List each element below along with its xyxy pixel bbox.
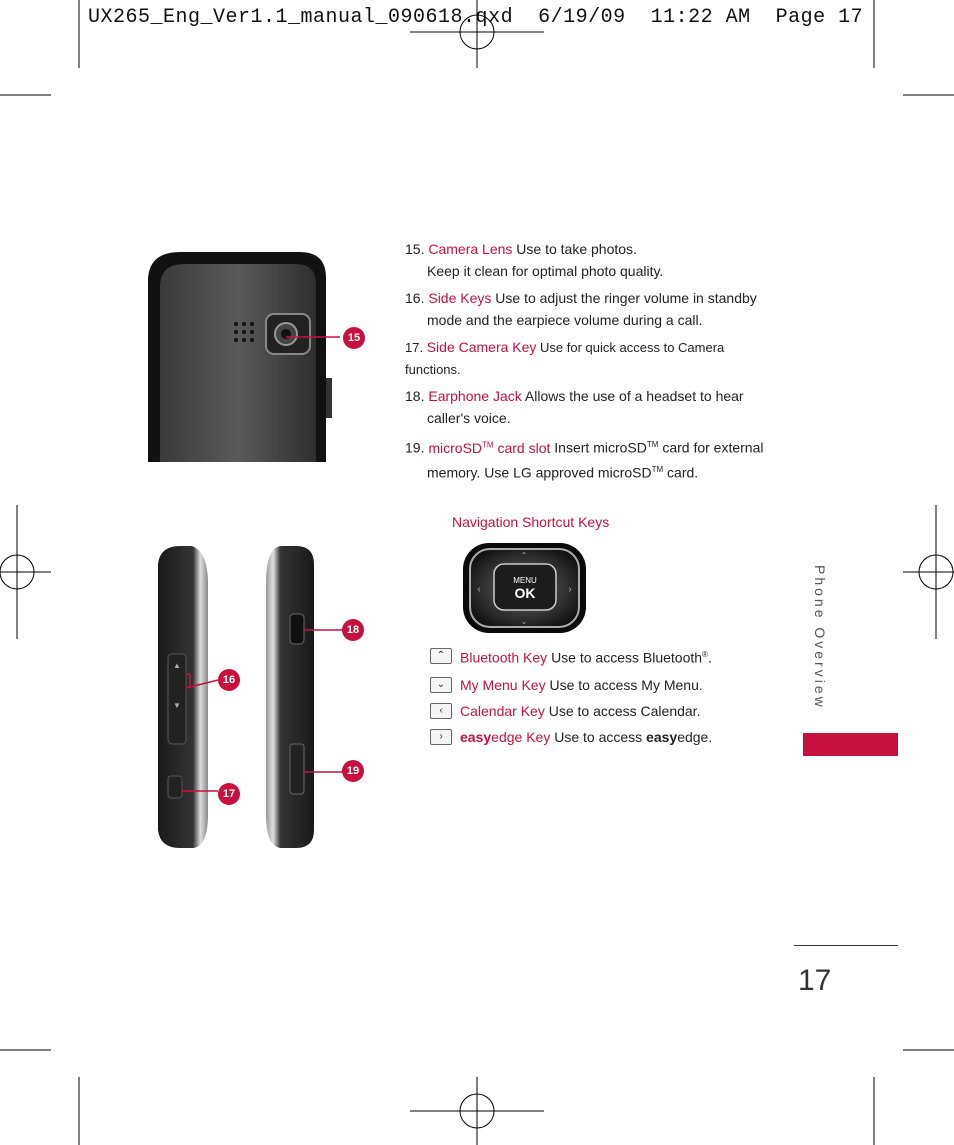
callout-18: 18 <box>342 619 364 641</box>
callout-19: 19 <box>342 760 364 782</box>
page-number-rule <box>794 945 898 946</box>
feature-list <box>405 238 765 483</box>
down-key-icon: ⌄ <box>430 677 452 693</box>
callout-15: 15 <box>343 327 365 349</box>
right-key-icon: › <box>430 729 452 745</box>
print-slug: UX265_Eng_Ver1.1_manual_090618.qxd 6/19/09 11:22 AM Page 17 <box>88 6 864 29</box>
feature-19: 19. microSD™ card slot Insert microSD™ card for external memory. Use LG approved microSD™ card. <box>405 439 764 481</box>
nav-key-easyedge: › easyedge Key Use to access easyedge. <box>430 727 760 747</box>
feature-name: Side Camera Key <box>426 339 537 355</box>
feature-18: 18. Earphone Jack Allows the use of a headset to hear caller's voice. <box>405 388 744 426</box>
svg-text:▲: ▲ <box>173 661 181 670</box>
feature-name: Earphone Jack <box>428 388 522 404</box>
svg-text:⌃: ⌃ <box>520 551 528 560</box>
feature-name: microSD™ card slot <box>428 439 551 456</box>
feature-17: 17. Side Camera Key Use for quick access to Camera functions. <box>405 339 725 377</box>
up-key-icon: ⌃ <box>430 648 452 664</box>
phone-back-image <box>140 248 340 462</box>
feature-name: Side Keys <box>428 290 492 306</box>
ok-label: OK <box>514 585 536 601</box>
svg-text:⌄: ⌄ <box>520 617 528 626</box>
svg-text:‹: ‹ <box>477 584 481 595</box>
nav-key-image <box>462 542 587 634</box>
feature-15: 15. Camera Lens Use to take photos. Keep it clean for optimal photo quality. <box>405 241 664 279</box>
phone-side-right-image <box>262 544 372 850</box>
svg-text:›: › <box>568 584 572 595</box>
section-tab-label: Phone Overview <box>812 565 828 710</box>
phone-side-left-image <box>150 544 230 850</box>
menu-label: MENU <box>513 576 537 585</box>
feature-name: Camera Lens <box>428 241 513 257</box>
nav-key-list <box>430 645 760 747</box>
page-number: 17 <box>798 964 832 997</box>
feature-16: 16. Side Keys Use to adjust the ringer volume in standby mode and the earpiece volume during a call. <box>405 290 757 328</box>
callout-17: 17 <box>218 783 240 805</box>
nav-key-mymenu: ⌄ My Menu Key Use to access My Menu. <box>430 675 760 695</box>
nav-key-bluetooth: ⌃ Bluetooth Key Use to access Bluetooth®. <box>430 645 760 668</box>
nav-key-calendar: ‹ Calendar Key Use to access Calendar. <box>430 701 760 721</box>
svg-text:▼: ▼ <box>173 701 181 710</box>
left-key-icon: ‹ <box>430 703 452 719</box>
section-tab-bar <box>803 733 898 756</box>
callout-16: 16 <box>218 669 240 691</box>
nav-section-title: Navigation Shortcut Keys <box>452 514 610 530</box>
